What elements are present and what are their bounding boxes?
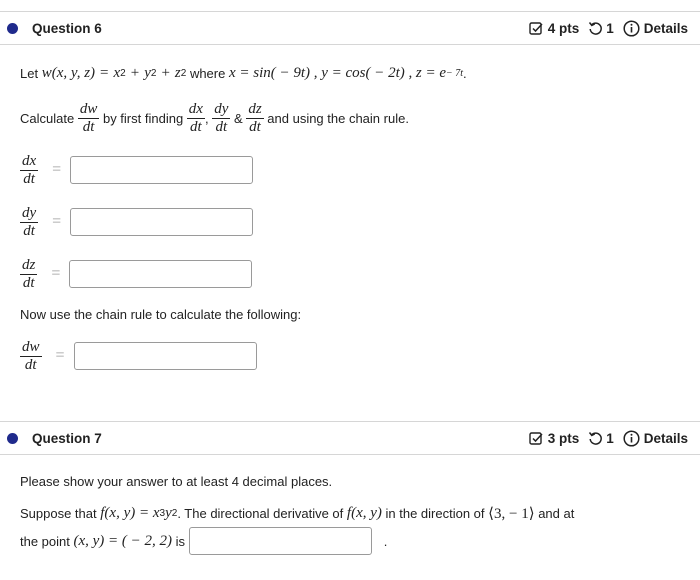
question-7-title: Question 7 — [32, 430, 102, 446]
dx-dt-label — [20, 154, 38, 187]
dy-dt-label — [20, 206, 38, 239]
dy-dt-answer-row — [20, 202, 253, 242]
equals-sign: = — [52, 161, 62, 178]
y-definition: y = cos( − 2t) , — [321, 64, 413, 81]
point-text: the point — [20, 533, 70, 549]
chain-rule-text: and using the chain rule. — [267, 110, 409, 126]
info-icon[interactable] — [623, 430, 640, 447]
retry-icon — [588, 21, 603, 36]
dz-dt-answer-row — [20, 254, 252, 294]
let-text: Let — [20, 65, 39, 81]
fraction-numerator: dw — [22, 338, 40, 355]
equals-sign: = — [55, 347, 65, 364]
dw-dt-label — [20, 340, 42, 373]
comma: , — [204, 110, 209, 126]
z-definition: z = e — [415, 64, 446, 81]
question-7-sentence-line-2 — [20, 526, 387, 556]
dx-dt-answer-row — [20, 150, 253, 190]
question-7-points: 3 pts — [547, 430, 580, 446]
dz-dt-answer-input[interactable] — [69, 260, 252, 288]
question-7-sentence-line-1 — [20, 502, 574, 524]
checkbox-edit-icon — [529, 431, 544, 446]
term-z: z — [174, 64, 181, 81]
exponent: 3 — [159, 507, 166, 519]
z-exponent: − 7t — [446, 67, 464, 79]
fraction-numerator: dx — [22, 152, 37, 169]
suppose-text: Suppose that — [20, 505, 97, 521]
fraction-denominator: dt — [190, 118, 202, 135]
fraction-numerator: dz — [22, 256, 36, 273]
question-6-instruction-line — [20, 98, 409, 138]
dx-dt-answer-input[interactable] — [70, 156, 253, 184]
dz-dt-label — [20, 258, 37, 291]
fraction-numerator: dy — [22, 204, 37, 221]
question-6-function-line — [20, 62, 467, 84]
question-bullet-icon — [7, 433, 18, 444]
info-icon[interactable] — [623, 20, 640, 37]
directional-derivative-answer-input[interactable] — [189, 527, 372, 555]
fraction-numerator: dz — [248, 100, 262, 117]
term-y: y — [144, 64, 151, 81]
f-definition: f(x, y) = x — [100, 504, 160, 521]
fraction-denominator: dt — [22, 274, 35, 291]
question-7-meta — [529, 430, 688, 447]
checkbox-edit-icon — [529, 21, 544, 36]
fraction-denominator: dt — [24, 356, 37, 373]
calculate-text: Calculate — [20, 110, 75, 126]
dx-dt-fraction — [187, 102, 205, 135]
question-6-meta — [529, 20, 688, 37]
f-of-xy: f(x, y) — [346, 504, 382, 521]
point-value: (x, y) = ( − 2, 2) — [73, 532, 173, 549]
equals-sign: = — [51, 265, 61, 282]
exponent: 2 — [150, 67, 157, 79]
dw-dt-fraction — [78, 102, 100, 135]
ampersand: & — [234, 110, 243, 126]
fraction-denominator: dt — [215, 118, 228, 135]
dz-dt-fraction — [246, 102, 263, 135]
exponent: 2 — [180, 67, 187, 79]
now-use-text: Now use the chain rule to calculate the following: — [20, 306, 302, 322]
dw-dt-answer-input[interactable] — [74, 342, 257, 370]
question-7-details-link[interactable]: Details — [643, 430, 688, 446]
fraction-denominator: dt — [23, 170, 35, 187]
question-6-title: Question 6 — [32, 20, 102, 36]
equals-sign: = — [52, 213, 62, 230]
fraction-denominator: dt — [23, 222, 35, 239]
is-text: is — [175, 533, 186, 549]
and-at-text: and at — [538, 505, 575, 521]
direction-text: in the direction of — [385, 505, 485, 521]
term-y: y — [165, 504, 172, 521]
period: . — [463, 65, 467, 81]
x-definition: x = sin( − 9t) , — [228, 64, 318, 81]
question-bullet-icon — [7, 23, 18, 34]
exponent: 2 — [171, 507, 178, 519]
question-6-details-link[interactable]: Details — [643, 20, 688, 36]
where-text: where — [189, 65, 226, 81]
chain-rule-instruction — [20, 305, 301, 323]
by-text: by first finding — [102, 110, 184, 126]
function-w-lhs: w(x, y, z) — [41, 64, 96, 81]
dy-dt-fraction — [212, 102, 230, 135]
term-x: x — [113, 64, 121, 81]
dy-dt-answer-input[interactable] — [70, 208, 253, 236]
exponent: 2 — [120, 67, 126, 79]
period: . — [383, 533, 388, 549]
direction-vector: ⟨3, − 1⟩ — [488, 505, 535, 522]
plus-sign: + — [130, 64, 140, 81]
question-7-header — [0, 421, 700, 455]
question-7-attempts: 1 — [606, 430, 614, 446]
question-6-attempts: 1 — [606, 20, 614, 36]
fraction-denominator: dt — [249, 118, 261, 135]
plus-sign: + — [161, 64, 170, 81]
question-6-points: 4 pts — [547, 20, 580, 36]
fraction-numerator: dx — [188, 100, 203, 117]
fraction-numerator: dy — [214, 100, 229, 117]
retry-icon — [588, 431, 603, 446]
decimal-places-instruction: Please show your answer to at least 4 decimal places. — [20, 473, 333, 489]
directional-derivative-text: . The directional derivative of — [177, 505, 344, 521]
equals-sign: = — [100, 64, 109, 81]
question-6-header — [0, 11, 700, 45]
question-7-instruction — [20, 472, 332, 490]
fraction-denominator: dt — [82, 118, 95, 135]
fraction-numerator: dw — [79, 100, 98, 117]
dw-dt-answer-row — [20, 336, 257, 376]
